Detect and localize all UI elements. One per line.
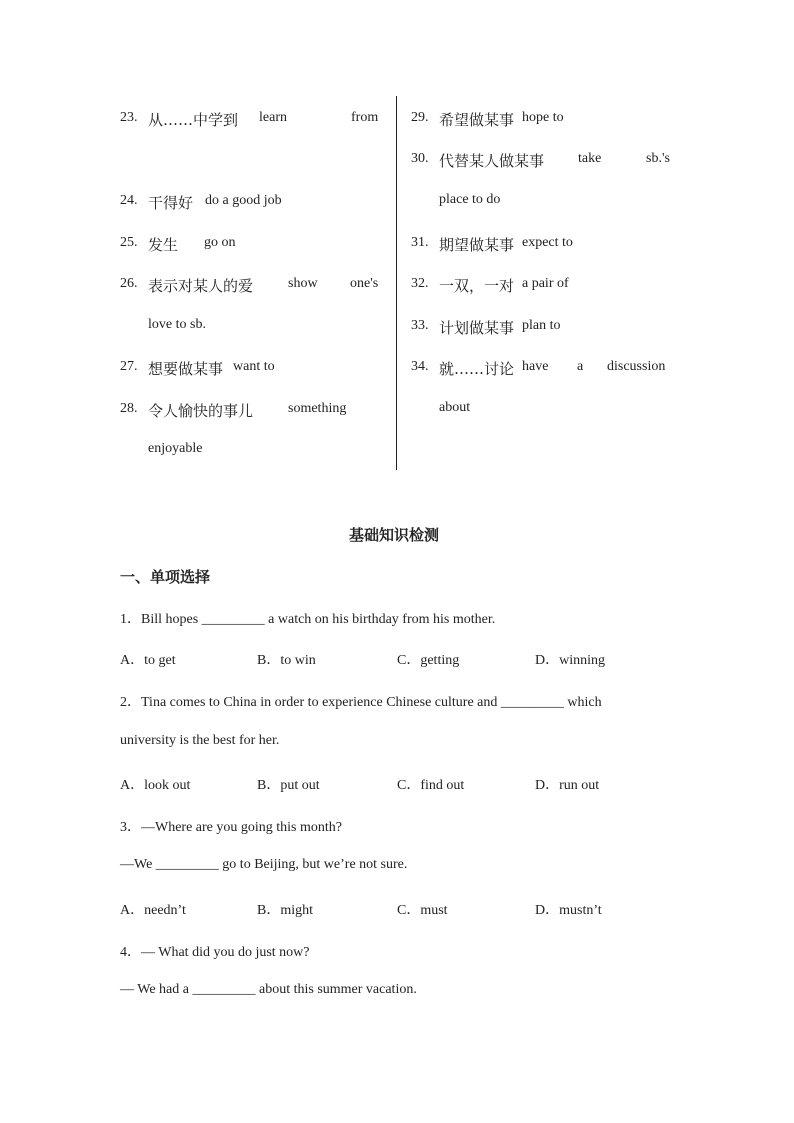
phrase-english: a [577, 359, 584, 374]
question-stem: university is the best for her. [120, 733, 280, 748]
phrase-chinese: 令人愉快的事儿 [148, 402, 254, 420]
option-c[interactable]: C．find out [397, 778, 465, 793]
phrase-number: 32. [411, 276, 429, 291]
phrase-english: do a good job [205, 193, 282, 208]
phrase-english: have [522, 359, 549, 374]
phrase-number: 31. [411, 235, 429, 250]
phrase-chinese: 一双，一对 [439, 277, 515, 295]
phrase-english: hope to [522, 110, 564, 125]
phrase-number: 24. [120, 193, 138, 208]
phrase-number: 28. [120, 401, 138, 416]
phrase-number: 29. [411, 110, 429, 125]
phrase-english: love to sb. [148, 317, 206, 332]
phrase-number: 25. [120, 235, 138, 250]
phrase-chinese: 期望做某事 [439, 236, 515, 254]
phrase-english: expect to [522, 235, 573, 250]
option-c[interactable]: C．must [397, 903, 448, 918]
option-b[interactable]: B．to win [257, 653, 316, 668]
option-d[interactable]: D．mustn’t [535, 903, 602, 918]
phrase-english: about [439, 400, 471, 415]
option-b[interactable]: B．might [257, 903, 314, 918]
phrase-english: plan to [522, 318, 561, 333]
phrase-number: 27. [120, 359, 138, 374]
phrase-english: learn [259, 110, 287, 125]
option-a[interactable]: A．needn’t [120, 903, 186, 918]
section-title: 基础知识检测 [349, 526, 440, 544]
phrase-english: sb.'s [646, 151, 670, 166]
phrase-english: enjoyable [148, 441, 203, 456]
phrase-number: 33. [411, 318, 429, 333]
column-divider [396, 96, 397, 470]
phrase-chinese: 想要做某事 [148, 360, 224, 378]
phrase-chinese: 干得好 [148, 194, 194, 212]
phrase-number: 30. [411, 151, 429, 166]
option-a[interactable]: A．to get [120, 653, 176, 668]
phrase-chinese: 就……讨论 [439, 360, 515, 378]
phrase-chinese: 从……中学到 [148, 111, 239, 129]
phrase-chinese: 计划做某事 [439, 319, 515, 337]
part-heading: 一、单项选择 [120, 568, 211, 586]
option-b[interactable]: B．put out [257, 778, 320, 793]
phrase-english: want to [233, 359, 275, 374]
option-c[interactable]: C．getting [397, 653, 460, 668]
phrase-chinese: 希望做某事 [439, 111, 515, 129]
phrase-english: a pair of [522, 276, 569, 291]
phrase-number: 23. [120, 110, 138, 125]
phrase-english: discussion [607, 359, 666, 374]
question-stem: 1．Bill hopes _________ a watch on his birthday from his mother. [120, 612, 496, 627]
phrase-english: one's [350, 276, 379, 291]
question-stem: 4．— What did you do just now? [120, 945, 310, 960]
option-a[interactable]: A．look out [120, 778, 191, 793]
phrase-english: from [351, 110, 379, 125]
phrase-english: take [578, 151, 602, 166]
phrase-chinese: 表示对某人的爱 [148, 277, 254, 295]
phrase-chinese: 发生 [148, 236, 179, 254]
question-stem: 3．—Where are you going this month? [120, 820, 343, 835]
question-stem: 2．Tina comes to China in order to experience Chinese culture and _________ which [120, 695, 602, 710]
option-d[interactable]: D．run out [535, 778, 600, 793]
question-stem: — We had a _________ about this summer vacation. [120, 982, 417, 997]
phrase-chinese: 代替某人做某事 [439, 152, 545, 170]
phrase-number: 26. [120, 276, 138, 291]
question-stem: —We _________ go to Beijing, but we’re not sure. [120, 857, 408, 872]
phrase-number: 34. [411, 359, 429, 374]
option-d[interactable]: D．winning [535, 653, 605, 668]
phrase-english: place to do [439, 192, 501, 207]
phrase-english: go on [204, 235, 236, 250]
phrase-english: something [288, 401, 347, 416]
phrase-english: show [288, 276, 318, 291]
